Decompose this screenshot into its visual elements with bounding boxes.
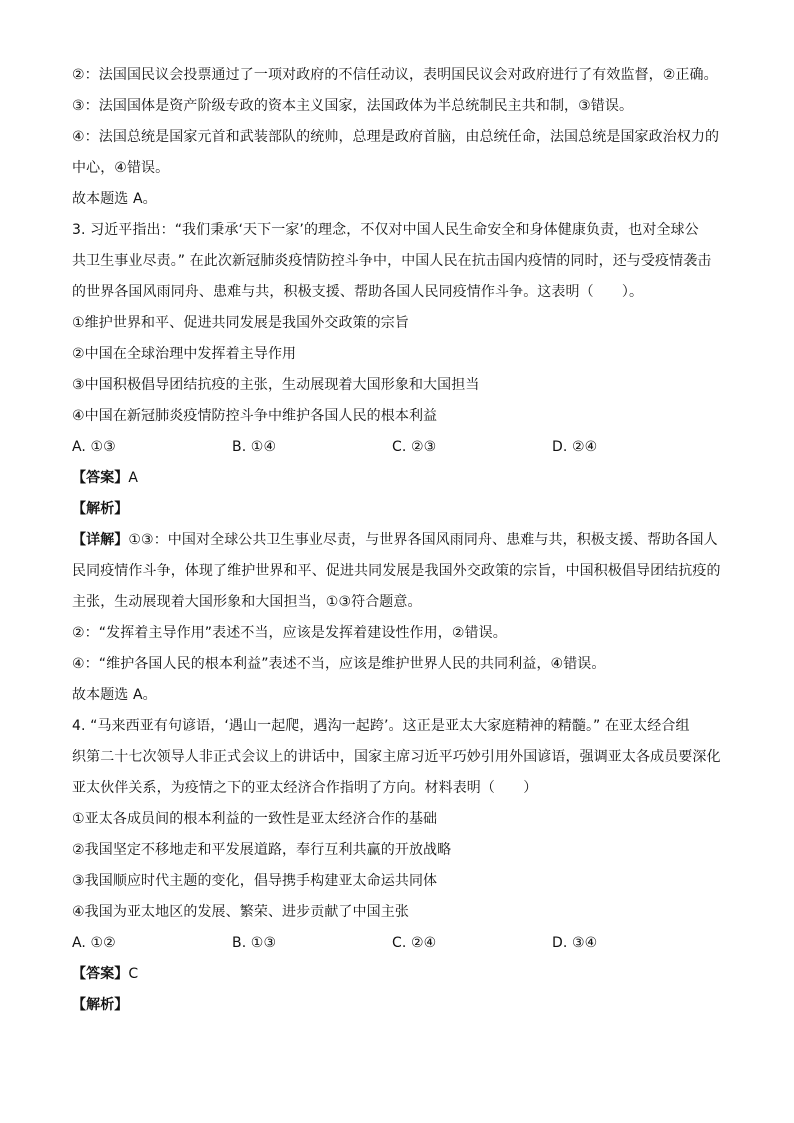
- options-row: [72, 928, 732, 959]
- statement-1: ①亚太各成员间的根本利益的一致性是亚太经济合作的基础: [72, 811, 438, 827]
- document-page: [72, 60, 732, 1021]
- answer-value: A: [128, 470, 139, 486]
- detail-line: 主张，生动展现着大国形象和大国担当，①③符合题意。: [72, 594, 422, 610]
- option-a: A. ①②: [72, 935, 116, 951]
- conclusion-line: 故本题选 A。: [72, 191, 157, 207]
- question-stem-line: 亚太伙伴关系，为疫情之下的亚太经济合作指明了方向。材料表明（ ）: [72, 780, 538, 796]
- statement-4: ④中国在新冠肺炎疫情防控斗争中维护各国人民的根本利益: [72, 408, 438, 424]
- question-stem-line: 共卫生事业尽责。” 在此次新冠肺炎疫情防控斗争中，中国人民在抗击国内疫情的同时，还与受疫情袭击: [72, 253, 712, 269]
- question-stem-line: 4. “马来西亚有句谚语，‘遇山一起爬，遇沟一起跨’。这正是亚太大家庭精神的精髓。” 在亚太经合组: [72, 718, 690, 734]
- detail-label: 【详解】: [72, 532, 129, 548]
- option-d: D. ③④: [552, 935, 598, 951]
- text-line: ②：法国国民议会投票通过了一项对政府的不信任动议，表明国民议会对政府进行了有效监督，②正确。: [72, 67, 718, 83]
- question-stem-line: 3. 习近平指出：“我们秉承‘天下一家’的理念，不仅对中国人民生命安全和身体健康负责，也对全球公: [72, 222, 699, 238]
- question-stem-line: 的世界各国风雨同舟、患难与共，积极支援、帮助各国人民同疫情作斗争。这表明（ ）。: [72, 284, 644, 300]
- analysis-line: [72, 494, 732, 525]
- question-4: [72, 711, 732, 1021]
- answer-line: [72, 959, 732, 990]
- analysis-line: [72, 990, 732, 1021]
- option-c: C. ②③: [392, 439, 437, 455]
- options-row: [72, 432, 732, 463]
- analysis-label: 【解析】: [72, 997, 129, 1013]
- answer-label: 【答案】: [72, 966, 129, 982]
- detail-line: ④：“维护各国人民的根本利益”表述不当，应该是维护世界人民的共同利益，④错误。: [72, 656, 606, 672]
- detail-text: ①③：中国对全球公共卫生事业尽责，与世界各国风雨同舟、患难与共，积极支援、帮助各国人: [128, 532, 718, 548]
- text-line: ④：法国总统是国家元首和武装部队的统帅，总理是政府首脑，由总统任命，法国总统是国家政治权力的: [72, 129, 720, 145]
- detail-line: ②：“发挥着主导作用”表述不当，应该是发挥着建设性作用，②错误。: [72, 625, 507, 641]
- detail-line: [72, 525, 732, 556]
- statement-2: ②我国坚定不移地走和平发展道路，奉行互利共赢的开放战略: [72, 842, 452, 858]
- prev-analysis: [72, 60, 732, 215]
- statement-3: ③中国积极倡导团结抗疫的主张，生动展现着大国形象和大国担当: [72, 377, 480, 393]
- option-c: C. ②④: [392, 935, 437, 951]
- statement-1: ①维护世界和平、促进共同发展是我国外交政策的宗旨: [72, 315, 409, 331]
- conclusion-line: 故本题选 A。: [72, 687, 157, 703]
- option-b: B. ①③: [232, 935, 277, 951]
- option-d: D. ②④: [552, 439, 598, 455]
- text-line: ③：法国国体是资产阶级专政的资本主义国家，法国政体为半总统制民主共和制，③错误。: [72, 98, 634, 114]
- question-stem-line: 织第二十七次领导人非正式会议上的讲话中，国家主席习近平巧妙引用外国谚语，强调亚太各成员要深化: [72, 749, 721, 765]
- analysis-label: 【解析】: [72, 501, 129, 517]
- answer-value: C: [128, 966, 139, 982]
- detail-line: 民同疫情作斗争，体现了维护世界和平、促进共同发展是我国外交政策的宗旨，中国积极倡导团结抗疫的: [72, 563, 721, 579]
- option-a: A. ①③: [72, 439, 116, 455]
- question-3: [72, 215, 732, 711]
- option-b: B. ①④: [232, 439, 277, 455]
- answer-line: [72, 463, 732, 494]
- statement-2: ②中国在全球治理中发挥着主导作用: [72, 346, 297, 362]
- statement-4: ④我国为亚太地区的发展、繁荣、进步贡献了中国主张: [72, 904, 409, 920]
- text-line: 中心，④错误。: [72, 160, 170, 176]
- statement-3: ③我国顺应时代主题的变化，倡导携手构建亚太命运共同体: [72, 873, 438, 889]
- answer-label: 【答案】: [72, 470, 129, 486]
